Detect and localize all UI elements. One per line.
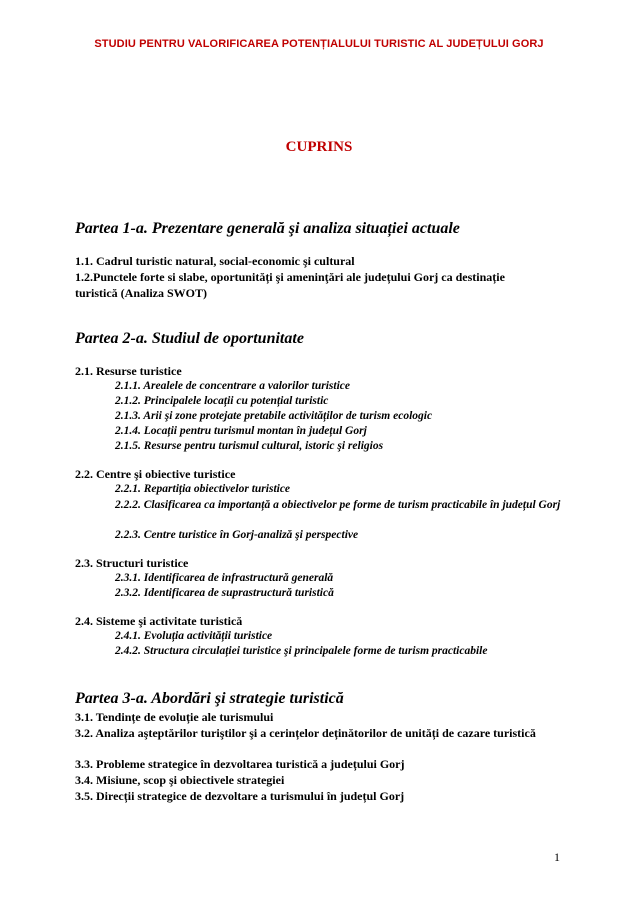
- toc-section-2-1-3[interactable]: 2.1.3. Arii şi zone protejate pretabile activităților de turism ecologic: [115, 410, 433, 422]
- toc-section-2-1[interactable]: 2.1. Resurse turistice: [75, 364, 182, 378]
- toc-section-2-1-5[interactable]: 2.1.5. Resurse pentru turismul cultural, istoric şi religios: [115, 440, 384, 452]
- toc-section-2-1-2[interactable]: 2.1.2. Principalele locații cu potențial turistic: [115, 395, 329, 407]
- toc-section-2-4-1[interactable]: 2.4.1. Evoluția activității turistice: [115, 630, 273, 642]
- toc-section-2-3-1[interactable]: 2.3.1. Identificarea de infrastructură generală: [115, 572, 334, 584]
- toc-section-1-2[interactable]: 1.2.Punctele forte si slabe, oportunități şi ameninţări ale județului Gorj ca destinație turistică (Analiza SWOT): [75, 270, 505, 300]
- toc-section-2-2-3[interactable]: 2.2.3. Centre turistice în Gorj-analiză şi perspective: [115, 529, 359, 541]
- toc-section-2-4[interactable]: 2.4. Sisteme şi activitate turistică: [75, 614, 243, 628]
- toc-section-2-2-2[interactable]: 2.2.2. Clasificarea ca importanță a obiectivelor pe forme de turism practicabile în județul Gorj: [115, 499, 561, 511]
- toc-section-1-1[interactable]: 1.1. Cadrul turistic natural, social-economic şi cultural: [75, 254, 355, 268]
- toc-section-2-1-4[interactable]: 2.1.4. Locații pentru turismul montan în județul Gorj: [115, 425, 367, 437]
- toc-section-2-2[interactable]: 2.2. Centre şi obiective turistice: [75, 467, 236, 481]
- toc-part-3[interactable]: Partea 3-a. Abordări şi strategie turistică: [75, 690, 344, 707]
- page-title: CUPRINS: [285, 139, 353, 155]
- toc-part-2[interactable]: Partea 2-a. Studiul de oportunitate: [75, 330, 304, 347]
- toc-section-2-2-1[interactable]: 2.2.1. Repartiția obiectivelor turistice: [115, 483, 291, 495]
- toc-section-2-4-2[interactable]: 2.4.2. Structura circulației turistice şi principalele forme de turism practicabile: [115, 645, 488, 657]
- toc-part-1[interactable]: Partea 1-a. Prezentare generală şi analiza situației actuale: [75, 220, 460, 237]
- toc-section-2-1-1[interactable]: 2.1.1. Arealele de concentrare a valorilor turistice: [115, 380, 350, 392]
- toc-section-3-3[interactable]: 3.3. Probleme strategice în dezvoltarea turistică a județului Gorj: [75, 757, 405, 771]
- running-header: STUDIU PENTRU VALORIFICAREA POTENȚIALULUI TURISTIC AL JUDEȚULUI GORJ: [94, 38, 544, 50]
- toc-section-2-3-2[interactable]: 2.3.2. Identificarea de suprastructură turistică: [115, 587, 334, 599]
- toc-section-3-4[interactable]: 3.4. Misiune, scop şi obiectivele strategiei: [75, 773, 285, 787]
- toc-section-3-5[interactable]: 3.5. Direcții strategice de dezvoltare a turismului în județul Gorj: [75, 789, 405, 803]
- page-number: 1: [554, 850, 560, 864]
- toc-section-3-1[interactable]: 3.1. Tendințe de evoluție ale turismului: [75, 710, 274, 724]
- toc-section-3-2[interactable]: 3.2. Analiza aşteptărilor turiştilor şi a cerințelor deținătorilor de unități de cazare turistică: [75, 726, 536, 740]
- toc-section-2-3[interactable]: 2.3. Structuri turistice: [75, 556, 189, 570]
